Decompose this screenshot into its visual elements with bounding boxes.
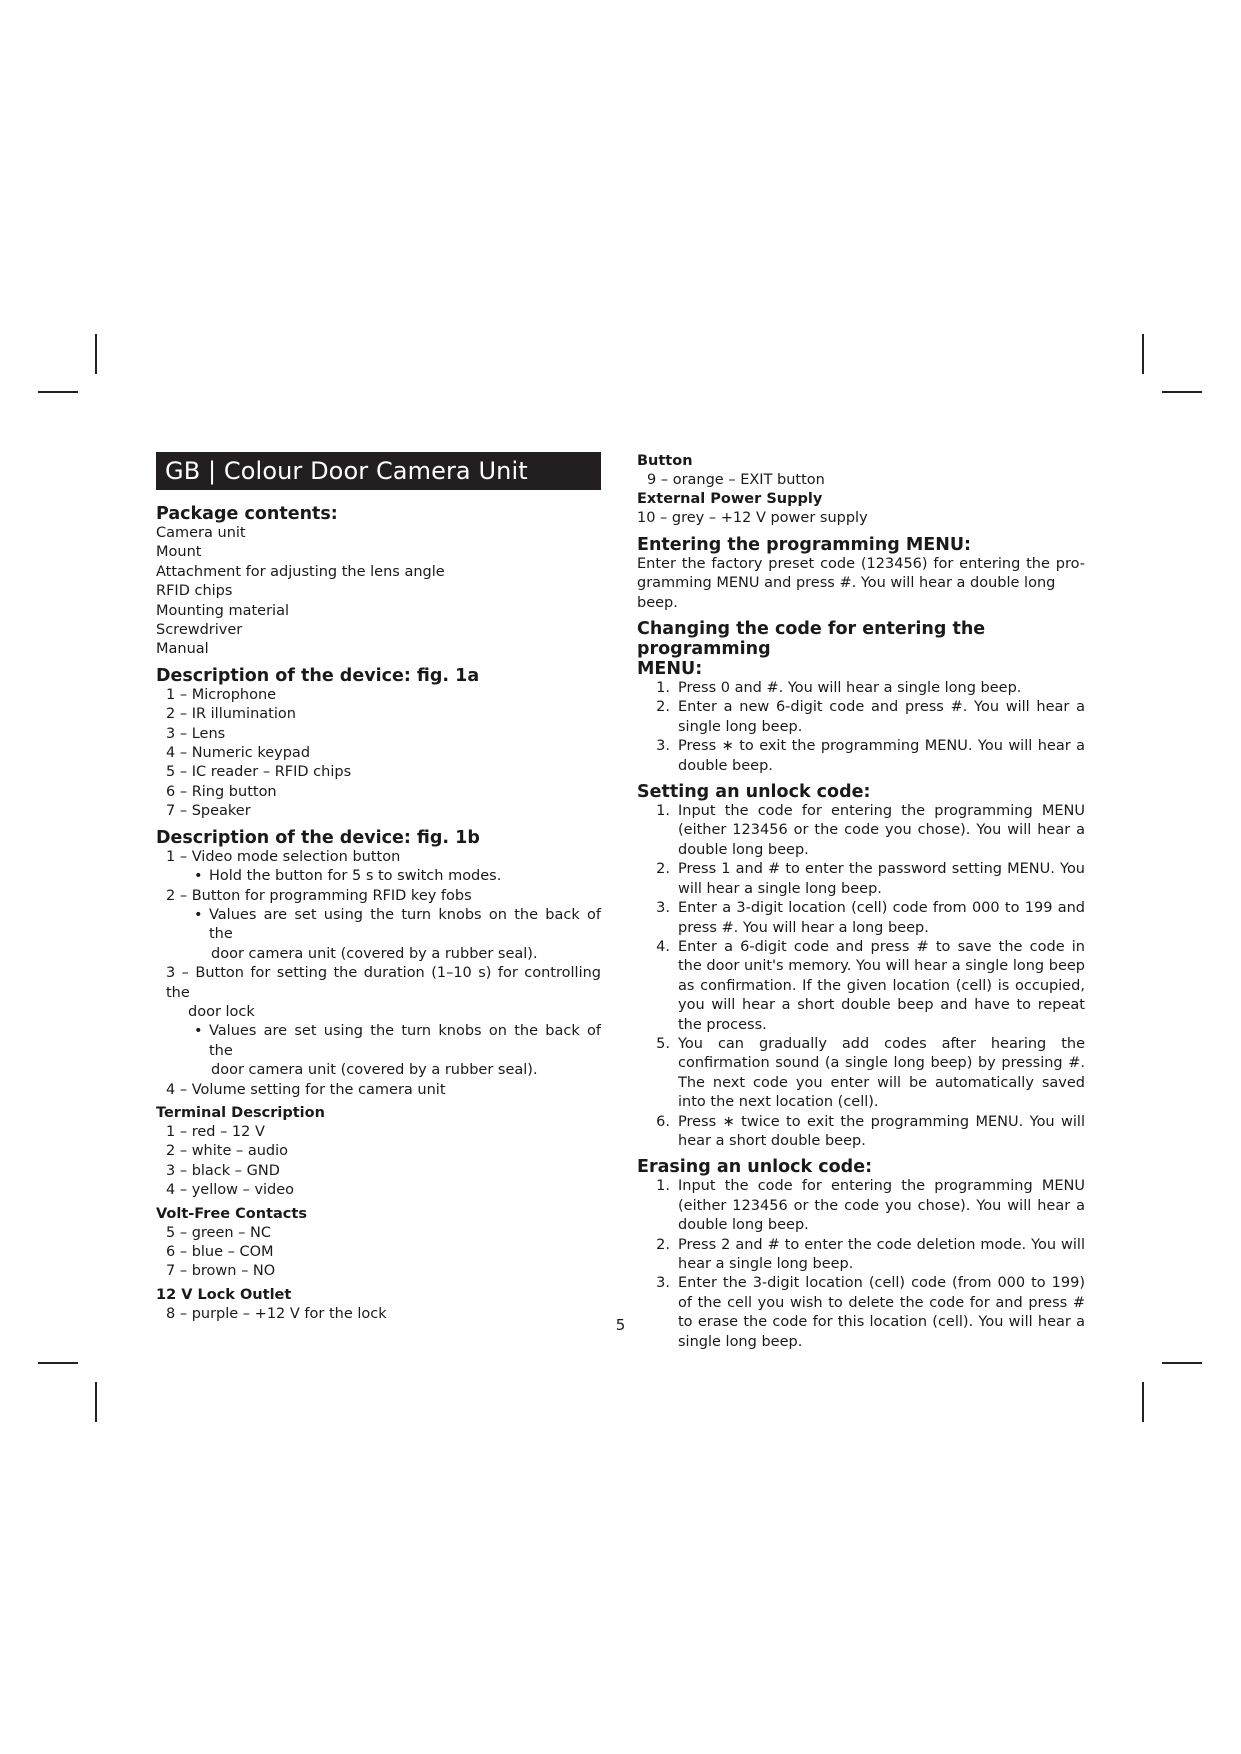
bullet-item-continuation: door camera unit (covered by a rubber seal). <box>211 945 538 962</box>
crop-mark <box>1142 1382 1144 1422</box>
list-item: 3. Enter the 3-digit location (cell) code (from 000 to 199) of the cell you wish to delete the code for and press # to erase the code for this location (cell). You will hear a single long beep. <box>656 1275 1085 1350</box>
crop-mark <box>1162 1362 1202 1364</box>
list-item: Mounting material <box>156 602 289 619</box>
fig1b-list <box>156 848 601 1100</box>
list-item: 10 – grey – +12 V power supply <box>637 510 868 527</box>
list-item: 3 – Lens <box>166 725 226 742</box>
button-heading: Button <box>637 453 693 469</box>
package-list <box>156 524 601 660</box>
crop-mark <box>95 334 97 374</box>
list-item: RFID chips <box>156 583 233 600</box>
list-item: 2 – Button for programming RFID key fobs <box>166 887 472 904</box>
list-item: 2. Enter a new 6-digit code and press #. You will hear a single long beep. <box>656 699 1085 735</box>
list-item: 6 – blue – COM <box>166 1244 274 1260</box>
list-item: Attachment for adjusting the lens angle <box>156 563 445 580</box>
list-item: Screwdriver <box>156 622 243 639</box>
bullet-item-continuation: door camera unit (covered by a rubber seal). <box>211 1062 538 1079</box>
setting-steps <box>637 802 1085 1151</box>
list-item: 5. You can gradually add codes after hearing the confirmation sound (a single long beep) by pressing #. The next code you enter will be automatically saved into the next location (cell). <box>656 1035 1085 1111</box>
paragraph-line: Enter the factory preset code (123456) for entering the pro- <box>637 555 1085 572</box>
right-column <box>637 452 1085 1352</box>
list-item: 1 – Video mode selection button <box>166 848 401 865</box>
list-item: 6 – Ring button <box>166 783 277 800</box>
voltfree-heading: Volt-Free Contacts <box>156 1205 307 1222</box>
lock-heading: 12 V Lock Outlet <box>156 1286 292 1303</box>
changing-heading-cont: MENU: <box>637 659 703 680</box>
list-item: 3. Press ∗ to exit the programming MENU. You will hear a double beep. <box>656 738 1085 774</box>
list-item: 3 – Button for setting the duration (1–10 s) for controlling the <box>166 965 601 1001</box>
bullet-item: • Values are set using the turn knobs on the back of the <box>194 1023 601 1059</box>
list-item: Manual <box>156 641 209 658</box>
entering-heading: Entering the programming MENU: <box>637 534 972 555</box>
terminal-heading: Terminal Description <box>156 1104 325 1121</box>
crop-mark <box>95 1382 97 1422</box>
erasing-heading: Erasing an unlock code: <box>637 1157 873 1178</box>
crop-mark <box>1142 334 1144 374</box>
setting-heading: Setting an unlock code: <box>637 782 871 803</box>
fig1a-list <box>156 686 601 822</box>
list-item: 2 – IR illumination <box>166 706 296 723</box>
list-item: 7 – Speaker <box>166 803 251 820</box>
paragraph-line: gramming MENU and press #. You will hear a double long beep. <box>637 575 1056 611</box>
crop-mark <box>38 1362 78 1364</box>
bullet-item: • Values are set using the turn knobs on the back of the <box>194 906 601 943</box>
changing-steps <box>637 679 1085 776</box>
page-title: GB | Colour Door Camera Unit <box>156 452 601 490</box>
list-item: 8 – purple – +12 V for the lock <box>166 1305 387 1322</box>
list-item: 1 – Microphone <box>166 686 277 703</box>
list-item: 4. Enter a 6-digit code and press # to save the code in the door unit's memory. You will hear a single long beep as confirmation. If the given location (cell) is occupied, you will hear a short double beep and have to repeat the process. <box>656 938 1085 1033</box>
page-number: 5 <box>615 1316 626 1334</box>
fig1a-heading: Description of the device: fig. 1a <box>156 665 480 686</box>
list-item: 6. Press ∗ twice to exit the programming MENU. You will hear a short double beep. <box>656 1113 1085 1149</box>
left-column <box>156 452 601 1324</box>
list-item: 1 – red – 12 V <box>166 1123 265 1140</box>
list-item: 9 – orange – EXIT button <box>647 472 825 488</box>
list-item: 3 – black – GND <box>166 1162 280 1179</box>
crop-mark <box>1162 391 1202 393</box>
list-item: 5 – green – NC <box>166 1224 272 1241</box>
list-item: 5 – IC reader – RFID chips <box>166 764 352 781</box>
list-item: 2. Press 1 and # to enter the password setting MENU. You will hear a single long beep. <box>656 861 1085 897</box>
list-item: 2. Press 2 and # to enter the code deletion mode. You will hear a single long beep. <box>656 1236 1085 1272</box>
list-item: 1. Input the code for entering the programming MENU (either 123456 or the code you chose). You will hear a double long beep. <box>656 803 1085 858</box>
list-item: 7 – brown – NO <box>166 1263 276 1280</box>
list-item: 1. Input the code for entering the programming MENU (either 123456 or the code you chose). You will hear a double long beep. <box>656 1178 1085 1234</box>
fig1b-heading: Description of the device: fig. 1b <box>156 827 480 848</box>
power-heading: External Power Supply <box>637 491 823 508</box>
bullet-item: • Hold the button for 5 s to switch modes. <box>194 868 502 885</box>
list-item: 1. Press 0 and #. You will hear a single long beep. <box>656 680 1022 697</box>
list-item: Camera unit <box>156 525 246 541</box>
list-item: Mount <box>156 544 202 561</box>
list-item: 3. Enter a 3-digit location (cell) code from 000 to 199 and press #. You will hear a long beep. <box>656 900 1085 936</box>
package-heading: Package contents: <box>156 504 338 524</box>
changing-heading: Changing the code for entering the programming <box>637 619 986 660</box>
list-item-continuation: door lock <box>188 1003 255 1020</box>
list-item: 4 – yellow – video <box>166 1182 295 1199</box>
list-item: 4 – Volume setting for the camera unit <box>166 1081 446 1098</box>
list-item: 2 – white – audio <box>166 1143 289 1160</box>
crop-mark <box>38 391 78 393</box>
list-item: 4 – Numeric keypad <box>166 745 311 762</box>
